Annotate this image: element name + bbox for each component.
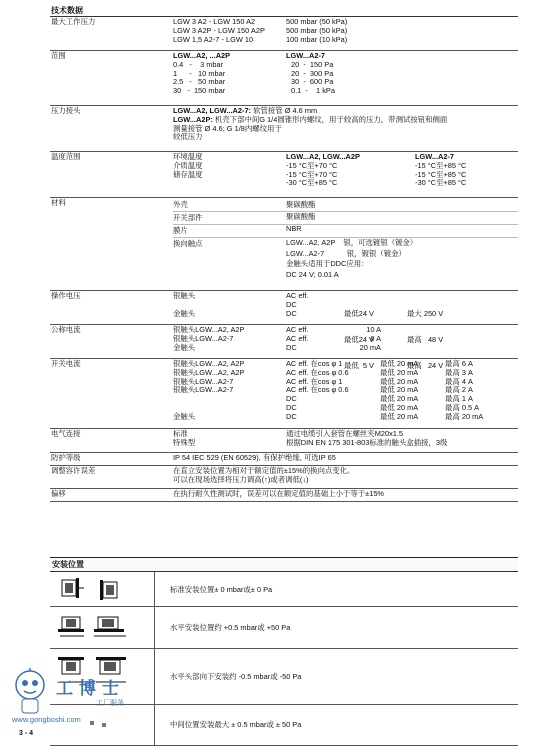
item: 换向触点: [173, 239, 203, 248]
row-label: 调整容许误差: [51, 466, 96, 475]
value: 6 A: [370, 333, 381, 343]
item: 银触头: [173, 291, 196, 300]
row-label: 公称电流: [51, 325, 81, 334]
value: 根据DIN EN 175 301-803标准的触头盒插接，3级: [286, 437, 448, 447]
value: 0.1 - 1 kPa: [291, 86, 335, 96]
value: 最低24 V: [344, 334, 374, 344]
range-col-1: [173, 52, 230, 96]
value: 30 - 150 mbar: [173, 86, 226, 96]
column-header: LGW...A2-7: [286, 51, 326, 60]
text: 软管接管 Ø 4.6 mm: [251, 106, 318, 115]
install-title: 安装位置: [50, 558, 518, 572]
value: DC: [286, 308, 297, 318]
watermark-brand: 工博士: [56, 679, 125, 699]
value: 最低 20 mA: [380, 385, 419, 395]
row-label: 最大工作压力: [51, 17, 96, 26]
row-protection: [50, 453, 518, 466]
temp-col-1: [286, 153, 360, 188]
value: 最低24 V: [344, 308, 374, 318]
install-text: 水平安装位置约 +0.5 mbar或 +50 Pa: [170, 623, 291, 632]
value: DC: [286, 342, 297, 352]
column-header: LGW...A2, LGW...A2P: [286, 152, 360, 161]
value: 最高 6 A: [445, 359, 473, 368]
row-range: [50, 51, 518, 106]
value: 最大 250 V: [407, 308, 444, 318]
row-label: 偏移: [51, 489, 66, 498]
item: 外壳: [173, 199, 518, 212]
watermark-sub: 工厂服务: [96, 700, 124, 707]
row-max-pressure: [50, 17, 518, 51]
value: DC: [286, 402, 297, 412]
install-text: 标准安装位置± 0 mbar或± 0 Pa: [170, 585, 273, 594]
row-label: 范围: [51, 51, 66, 60]
value: 最高 2 A: [445, 385, 473, 395]
value: 在执行耐久性测试时，误差可以在额定值的基础上小于等于±15%: [173, 489, 385, 498]
column-header: LGW...A2-7: [415, 152, 455, 161]
row-label: 操作电压: [51, 291, 81, 300]
value: AC eff. 在cos φ 1: [286, 359, 343, 368]
value: AC eff.: [286, 333, 309, 343]
contact-values: [286, 238, 417, 280]
value: 最低 20 mA: [380, 376, 419, 386]
value: 最高 0.5 A: [445, 402, 480, 412]
row-label: 材料: [51, 198, 66, 207]
item: [173, 395, 244, 404]
switch-items: [173, 360, 244, 422]
value: 1 - 10 mbar: [173, 68, 226, 78]
value: 30 - 600 Pa: [291, 77, 334, 87]
current-types: [286, 326, 308, 352]
row-temperature: [50, 152, 518, 198]
value: 最低 20 mA: [380, 411, 419, 421]
row-material: [50, 198, 518, 291]
text: 机壳下部中间G 1/4圆锥形内螺纹，用于较高的压力，带测试按钮和侧面: [212, 114, 448, 124]
value: 20 - 150 Pa: [291, 59, 334, 69]
model: LGW 3 A2P - LGW 150 A2P: [173, 25, 265, 35]
install-text: 中间位置安装最大 ± 0.5 mbar或 ± 50 Pa: [170, 720, 302, 729]
text: 测量接管 Ø 4.6; G 1/8内螺纹用于: [173, 123, 282, 133]
value: 10 A: [366, 325, 381, 334]
install-row-standard: [50, 572, 518, 607]
value: 聚碳酸酯: [286, 200, 316, 209]
value: -15 °C至+70 °C: [286, 160, 338, 170]
value: AC eff.: [286, 291, 309, 300]
temp-col-2: [415, 153, 466, 188]
value: 最高 3 A: [445, 367, 473, 377]
row-label: 开关电流: [51, 359, 81, 368]
column-header: LGW...A2, ...A2P: [173, 51, 231, 60]
item: 银触头LGW...A2-7: [173, 385, 234, 395]
value: 聚碳酸酯: [286, 212, 316, 221]
row-label: 温度范围: [51, 152, 81, 161]
value: 最高 24 V: [407, 361, 444, 371]
value: 最低 20 mA: [380, 367, 419, 377]
install-icons: [50, 607, 155, 648]
value: 0.4 - 3 mbar: [173, 59, 224, 69]
value: IP 54 IEC 529 (EN 60529), 有保护绝缘, 可选IP 65: [173, 453, 336, 462]
value: 最低 20 mA: [380, 359, 419, 368]
value: 20 - 300 Pa: [291, 68, 334, 78]
value: 100 mbar (10 kPa): [286, 34, 348, 44]
value: NBR: [286, 224, 302, 233]
value: 最低 20 mA: [380, 402, 419, 412]
value: -30 °C至+85 °C: [286, 178, 338, 188]
value: DC: [286, 394, 297, 404]
row-label: 电气连接: [51, 429, 81, 438]
horizontal-mount-icon: [50, 607, 154, 648]
pressure-values: [286, 18, 347, 44]
item: 介质温度: [173, 160, 203, 170]
electrical-values: [286, 430, 447, 448]
text: 在直立安装位置为相对于额定值的±15%的换向点变化。: [173, 466, 355, 475]
install-row-horizontal: [50, 607, 518, 649]
material-values: [286, 199, 316, 235]
value: 通过电缆引入套管在螺丝夹M20x1.5: [286, 429, 404, 438]
value: -15 °C至+70 °C: [286, 169, 338, 179]
switch-min: [380, 360, 418, 422]
value: AC eff. 在cos φ 0.6: [286, 367, 349, 377]
item: 金触头: [173, 342, 196, 352]
value: -15 °C至+85 °C: [415, 160, 467, 170]
row-label: 压力接头: [51, 106, 81, 115]
watermark-logo: [8, 660, 148, 730]
adjust-text: [173, 467, 354, 485]
value: 最高 1 A: [445, 394, 473, 404]
value: 最低 20 mA: [380, 394, 419, 404]
switch-max: [445, 360, 483, 422]
value: LGW...A2-7 银，镀银（镀金）: [286, 248, 406, 258]
item: 金触头: [173, 308, 196, 318]
value: -15 °C至+85 °C: [415, 169, 467, 179]
row-label: 防护等级: [51, 453, 81, 462]
row-electrical-connection: [50, 429, 518, 453]
section-title: 技术数据: [50, 5, 518, 17]
value: 最高 4 A: [445, 376, 473, 386]
page-number: 3 - 4: [19, 730, 34, 737]
value: LGW...A2, A2P 银，可选镀银（镀金）: [286, 238, 418, 247]
current-items: [173, 326, 244, 352]
value: 500 mbar (50 kPa): [286, 25, 348, 35]
item: 银触头LGW...A2, A2P: [173, 367, 245, 377]
value: 500 mbar (50 kPa): [286, 17, 348, 26]
tech-data-table: [50, 5, 518, 502]
item: 环境温度: [173, 152, 203, 161]
model: LGW 3 A2 - LGW 150 A2: [173, 17, 256, 26]
item: 特殊型: [173, 437, 196, 447]
install-icons: [50, 572, 155, 606]
watermark-url: www.gongboshi.com: [12, 715, 81, 724]
row-drift: [50, 489, 518, 502]
model-list: [173, 18, 265, 44]
value: AC eff. 在cos φ 1: [286, 376, 343, 386]
value: DC: [286, 411, 297, 421]
item: 标准: [173, 429, 188, 438]
install-text: 水平头部向下安装约 -0.5 mbar或 -50 Pa: [170, 672, 302, 681]
value: 20 mA: [359, 342, 381, 352]
value: 金触头适用于DDC应用：: [286, 259, 369, 268]
row-pressure-connection: [50, 106, 518, 152]
row-switching-current: [50, 359, 518, 429]
value: 2.5 - 50 mbar: [173, 77, 226, 87]
item: 银触头LGW...A2-7: [173, 376, 234, 386]
model-label: LGW...A2, LGW...A2-7:: [173, 106, 252, 115]
row-adjust-tolerance: [50, 466, 518, 489]
value: DC 24 V; 0.01 A: [286, 269, 339, 279]
electrical-items: [173, 430, 195, 448]
voltage-types: [286, 292, 308, 318]
value: AC eff. 在cos φ 0.6: [286, 385, 349, 395]
value: 最低 5 V: [344, 361, 374, 371]
model: LGW 1,5 A2-7 - LGW 10: [173, 34, 254, 44]
row-nominal-current: [50, 325, 518, 359]
value: -30 °C至+85 °C: [415, 178, 467, 188]
value: DC: [286, 299, 297, 309]
item: 金触头: [173, 411, 196, 421]
item: 储存温度: [173, 169, 203, 179]
text: 可以在现场选择将压力调高(↑)或者调低(↓): [173, 474, 309, 484]
model-label: LGW...A2P:: [173, 114, 213, 124]
value: 最高 20 mA: [445, 411, 484, 421]
item: 银触头LGW...A2-7: [173, 333, 234, 343]
item: 膜片: [173, 225, 518, 238]
current-values: [347, 326, 381, 352]
switch-types: [286, 360, 349, 422]
item: 银触头LGW...A2, A2P: [173, 325, 245, 334]
temp-items: [173, 153, 203, 179]
item: 开关部件: [173, 212, 518, 225]
range-col-2: [286, 52, 335, 96]
vertical-mount-icon: [50, 572, 154, 606]
item: 银触头LGW...A2, A2P: [173, 359, 245, 368]
value: 最高 48 V: [407, 334, 444, 344]
voltage-items: [173, 292, 195, 319]
text: 较低压力: [173, 132, 203, 142]
value: AC eff.: [286, 325, 309, 334]
connection-text: [173, 107, 518, 142]
